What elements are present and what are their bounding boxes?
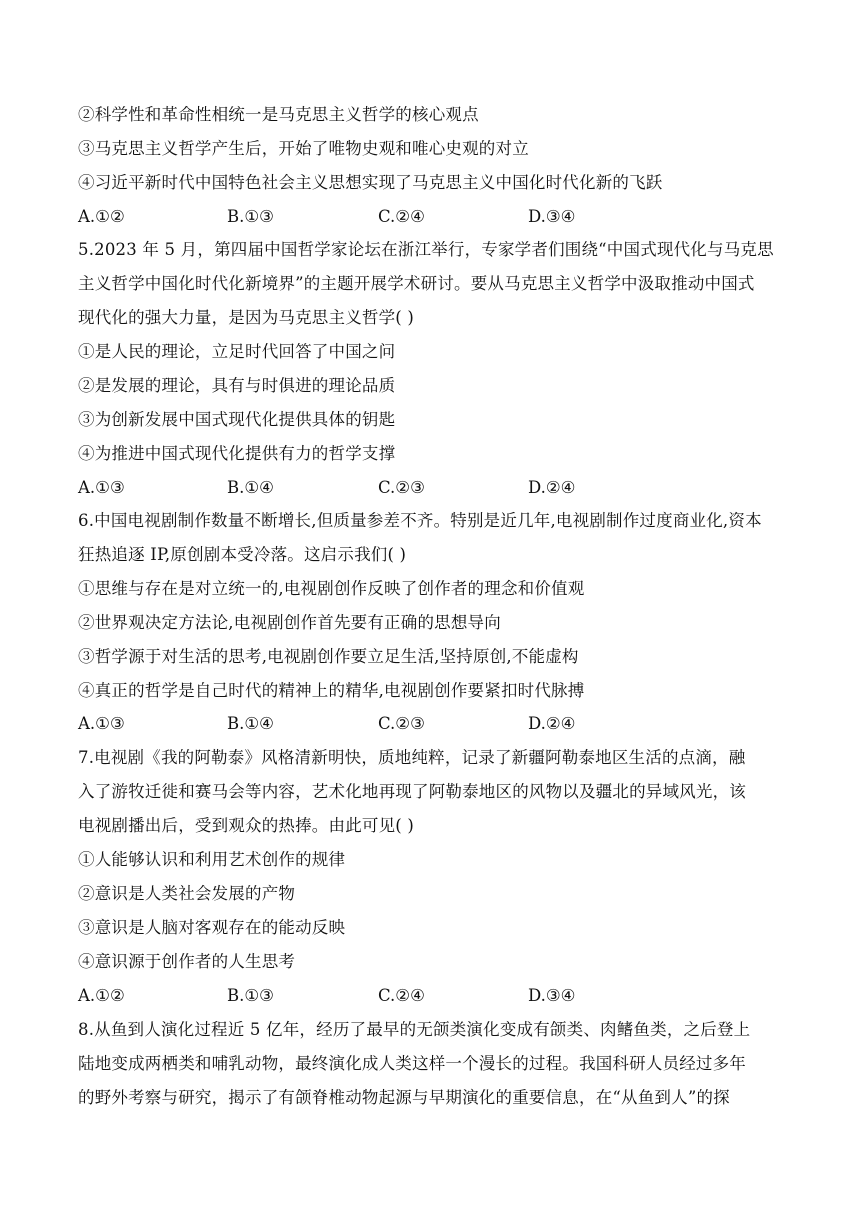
q5-item-2: ②是发展的理论，具有与时俱进的理论品质 xyxy=(78,376,396,395)
q4-item-2: ②科学性和革命性相统一是马克思主义哲学的核心观点 xyxy=(78,105,479,124)
q5-item-1: ①是人民的理论，立足时代回答了中国之问 xyxy=(78,342,396,361)
q8-stem-2: 陆地变成两栖类和哺乳动物，最终演化成人类这样一个漫长的过程。我国科研人员经过多年 xyxy=(78,1054,746,1073)
q7-stem-1: 7.电视剧《我的阿勒泰》风格清新明快，质地纯粹，记录了新疆阿勒泰地区生活的点滴，融 xyxy=(78,748,746,767)
q7-option-a: A.①② xyxy=(78,986,125,1005)
q7-option-c: C.②④ xyxy=(378,986,425,1005)
q4-option-c: C.②④ xyxy=(378,207,425,226)
q8-stem-3: 的野外考察与研究，揭示了有颌脊椎动物起源与早期演化的重要信息，在“从鱼到人”的探 xyxy=(78,1088,730,1107)
q6-option-b: B.①④ xyxy=(227,714,274,733)
q5-stem-2: 主义哲学中国化时代化新境界”的主题开展学术研讨。要从马克思主义哲学中汲取推动中国式 xyxy=(78,274,755,293)
q5-item-3: ③为创新发展中国式现代化提供具体的钥匙 xyxy=(78,410,396,429)
q5-option-c: C.②③ xyxy=(378,478,425,497)
q6-stem-2: 狂热追逐 IP,原创剧本受冷落。这启示我们( ) xyxy=(78,545,407,564)
q6-item-1: ①思维与存在是对立统一的,电视剧创作反映了创作者的理念和价值观 xyxy=(78,579,585,598)
q7-stem-2: 入了游牧迁徙和赛马会等内容，艺术化地再现了阿勒泰地区的风物以及疆北的异域风光，该 xyxy=(78,782,746,801)
q4-item-3: ③马克思主义哲学产生后，开始了唯物史观和唯心史观的对立 xyxy=(78,139,529,158)
q4-item-4: ④习近平新时代中国特色社会主义思想实现了马克思主义中国化时代化新的飞跃 xyxy=(78,173,663,192)
q4-option-d: D.③④ xyxy=(528,207,576,226)
q6-item-3: ③哲学源于对生活的思考,电视剧创作要立足生活,坚持原创,不能虚构 xyxy=(78,647,579,666)
q5-stem-1: 5.2023 年 5 月，第四届中国哲学家论坛在浙江举行，专家学者们围绕“中国式现代化与马克思 xyxy=(78,240,774,259)
q7-item-1: ①人能够认识和利用艺术创作的规律 xyxy=(78,850,346,869)
q5-item-4: ④为推进中国式现代化提供有力的哲学支撑 xyxy=(78,444,396,463)
q5-option-d: D.②④ xyxy=(528,478,576,497)
q7-option-b: B.①③ xyxy=(227,986,274,1005)
q5-option-b: B.①④ xyxy=(227,478,274,497)
q4-option-a: A.①② xyxy=(78,207,125,226)
q6-item-4: ④真正的哲学是自己时代的精神上的精华,电视剧创作要紧扣时代脉搏 xyxy=(78,681,585,700)
q6-option-d: D.②④ xyxy=(528,714,576,733)
q5-stem-3: 现代化的强大力量，是因为马克思主义哲学( ) xyxy=(78,308,415,327)
q7-item-3: ③意识是人脑对客观存在的能动反映 xyxy=(78,918,346,937)
q6-option-c: C.②③ xyxy=(378,714,425,733)
q7-item-4: ④意识源于创作者的人生思考 xyxy=(78,952,296,971)
q6-item-2: ②世界观决定方法论,电视剧创作首先要有正确的思想导向 xyxy=(78,613,501,632)
q7-option-d: D.③④ xyxy=(528,986,576,1005)
q5-option-a: A.①③ xyxy=(78,478,125,497)
q7-stem-3: 电视剧播出后，受到观众的热捧。由此可见( ) xyxy=(78,816,415,835)
q8-stem-1: 8.从鱼到人演化过程近 5 亿年，经历了最早的无颌类演化变成有颌类、肉鳍鱼类，之后登上 xyxy=(78,1020,751,1039)
q4-option-b: B.①③ xyxy=(227,207,274,226)
q6-stem-1: 6.中国电视剧制作数量不断增长,但质量参差不齐。特别是近几年,电视剧制作过度商业化,资本 xyxy=(78,511,762,530)
q6-option-a: A.①③ xyxy=(78,714,125,733)
q7-item-2: ②意识是人类社会发展的产物 xyxy=(78,884,296,903)
